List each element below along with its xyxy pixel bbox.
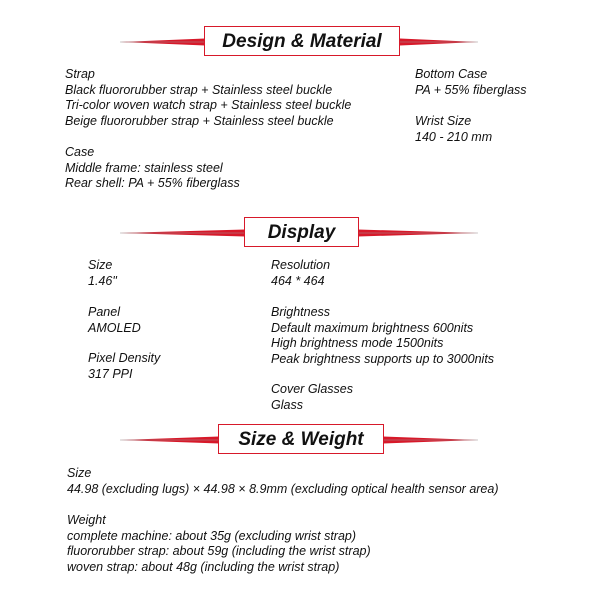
- case-spec: [65, 145, 240, 192]
- wrist-size-value: 140 - 210 mm: [415, 129, 493, 144]
- cover-glasses-value: Glass: [271, 397, 303, 412]
- pixel-density-value: 317 PPI: [88, 366, 133, 381]
- cover-glasses-spec: [271, 382, 353, 413]
- case-detail: Rear shell: PA + 55% fiberglass: [65, 176, 240, 190]
- bottom-case-spec: [415, 67, 527, 98]
- bottom-case-label: Bottom Case: [415, 67, 488, 81]
- wrist-size-spec: [415, 114, 492, 145]
- section-title-size-weight: Size & Weight: [218, 424, 384, 454]
- brightness-detail: High brightness mode 1500nits: [271, 336, 444, 350]
- dimensions-value: 44.98 (excluding lugs) × 44.98 × 8.9mm (excluding optical health sensor area): [67, 481, 499, 496]
- panel-label: Panel: [88, 305, 120, 319]
- strap-label: Strap: [65, 67, 95, 81]
- panel-value: AMOLED: [88, 320, 141, 335]
- case-label: Case: [65, 145, 95, 159]
- strap-option: Black fluororubber strap + Stainless steel buckle: [65, 82, 333, 97]
- resolution-spec: [271, 258, 330, 289]
- section-title-design-material: Design & Material: [204, 26, 400, 56]
- brightness-detail: Peak brightness supports up to 3000nits: [271, 351, 495, 366]
- weight-detail: complete machine: about 35g (excluding wrist strap): [67, 528, 357, 543]
- display-header: [0, 217, 600, 257]
- pixel-density-label: Pixel Density: [88, 351, 161, 365]
- brightness-spec: [271, 305, 494, 367]
- weight-detail: fluororubber strap: about 59g (including the wrist strap): [67, 544, 371, 558]
- dimensions-label: Size: [67, 466, 92, 480]
- wrist-size-label: Wrist Size: [415, 114, 472, 128]
- strap-option: Beige fluororubber strap + Stainless steel buckle: [65, 113, 334, 128]
- pixel-density-spec: [88, 351, 160, 382]
- display-size-label: Size: [88, 258, 113, 272]
- brightness-detail: Default maximum brightness 600nits: [271, 320, 474, 335]
- panel-spec: [88, 305, 141, 336]
- bottom-case-value: PA + 55% fiberglass: [415, 82, 527, 97]
- resolution-value: 464 * 464: [271, 273, 325, 288]
- brightness-label: Brightness: [271, 305, 331, 319]
- resolution-label: Resolution: [271, 258, 331, 272]
- size-weight-header: [0, 424, 600, 464]
- design-material-header: [0, 26, 600, 66]
- weight-detail: woven strap: about 48g (including the wrist strap): [67, 559, 340, 574]
- dimensions-spec: [67, 466, 499, 497]
- weight-spec: [67, 513, 371, 575]
- weight-label: Weight: [67, 513, 106, 527]
- display-size-value: 1.46": [88, 273, 117, 288]
- strap-spec: [65, 67, 351, 129]
- case-detail: Middle frame: stainless steel: [65, 160, 223, 175]
- cover-glasses-label: Cover Glasses: [271, 382, 353, 396]
- strap-option: Tri-color woven watch strap + Stainless steel buckle: [65, 98, 352, 112]
- display-size-spec: [88, 258, 117, 289]
- section-title-display: Display: [244, 217, 359, 247]
